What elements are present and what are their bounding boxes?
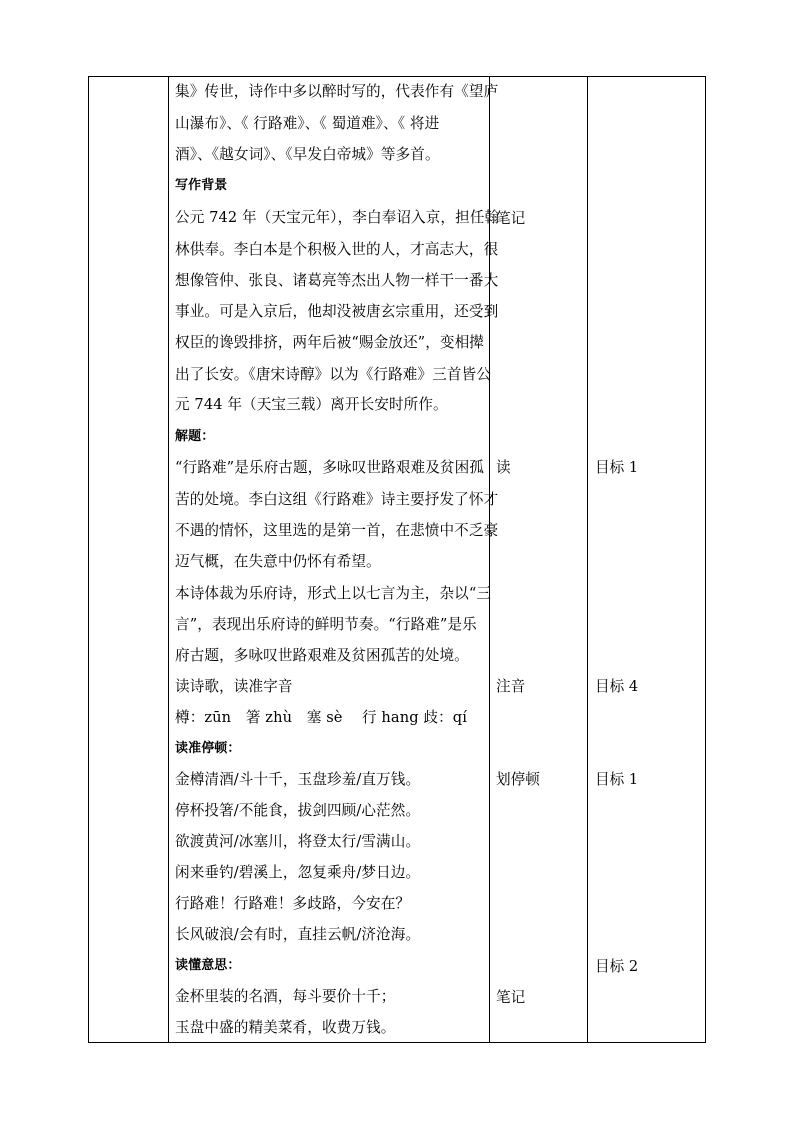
column-divider [168, 77, 169, 1042]
text-line: 权臣的谗毁排挤，两年后被“赐金放还”，变相撵 [175, 334, 484, 351]
text-line: 想像管仲、张良、诸葛亮等杰出人物一样干一番大 [175, 272, 499, 289]
text-line: 山瀑布》、《 行路难》、《 蜀道难》、《 将进 [175, 115, 440, 132]
lesson-table [88, 76, 706, 1043]
text-line: 林供奉。李白本是个积极入世的人，才高志大，很 [175, 241, 499, 258]
section-heading: 写作背景 [175, 178, 228, 193]
text-line: 不遇的情怀，这里选的是第一首，在悲愤中不乏豪 [175, 522, 499, 539]
activity-label: 读 [496, 459, 511, 476]
goal-label: 目标 2 [595, 958, 639, 975]
column-divider [587, 77, 588, 1042]
text-line: 读诗歌，读准字音 [175, 678, 293, 695]
poem-line: 行路难！行路难！多歧路，今安在？ [175, 895, 411, 912]
activity-label: 划停顿 [496, 771, 540, 788]
text-line: 苦的处境。李白这组《行路难》诗主要抒发了怀才 [175, 491, 499, 508]
text-line: 出了长安。《唐宋诗醇》以为《行路难》三首皆公 [175, 366, 491, 383]
activity-label: 笔记 [496, 210, 526, 227]
goal-label: 目标 4 [595, 678, 639, 695]
poem-line: 金樽清酒/斗十千，玉盘珍羞/直万钱。 [175, 771, 421, 788]
text-line: 言”，表现出乐府诗的鲜明节奏。“行路难”是乐 [175, 616, 477, 633]
goal-label: 目标 1 [595, 459, 639, 476]
poem-line: 闲来垂钓/碧溪上，忽复乘舟/梦日边。 [175, 864, 421, 881]
text-line: 公元 742 年（天宝元年），李白奉诏入京，担任翰 [175, 209, 500, 226]
text-line: 元 744 年（天宝三载）离开长安时所作。 [175, 396, 448, 413]
section-heading: 读懂意思： [175, 958, 241, 973]
text-line: 酒》、《越女词》、《早发白帝城》等多首。 [175, 146, 440, 163]
poem-line: 欲渡黄河/冰塞川，将登太行/雪满山。 [175, 833, 421, 850]
text-line: 本诗体裁为乐府诗，形式上以七言为主，杂以“三 [175, 585, 492, 602]
poem-line: 长风破浪/会有时，直挂云帆/济沧海。 [175, 926, 421, 943]
text-line: 迈气概，在失意中仍怀有希望。 [175, 553, 381, 570]
text-line: 集》传世，诗作中多以醉时写的，代表作有《望庐 [175, 83, 499, 100]
text-line: 府古题，多咏叹世路艰难及贫困孤苦的处境。 [175, 647, 469, 664]
activity-label: 注音 [496, 678, 526, 695]
pronunciation-line: 樽：zūn 箸 zhù 塞 sè 行 hang 歧：qí [175, 709, 467, 726]
activity-label: 笔记 [496, 989, 526, 1006]
poem-line: 停杯投箸/不能食，拔剑四顾/心茫然。 [175, 802, 421, 819]
section-heading: 读准停顿： [175, 741, 241, 756]
text-line: “行路难”是乐府古题，多咏叹世路艰难及贫困孤 [175, 459, 484, 476]
goal-label: 目标 1 [595, 771, 639, 788]
text-line: 事业。可是入京后，他却没被唐玄宗重用，还受到 [175, 303, 499, 320]
text-line: 玉盘中盛的精美菜肴，收费万钱。 [175, 1019, 396, 1036]
section-heading: 解题： [175, 429, 215, 444]
text-line: 金杯里装的名酒，每斗要价十千； [175, 988, 396, 1005]
